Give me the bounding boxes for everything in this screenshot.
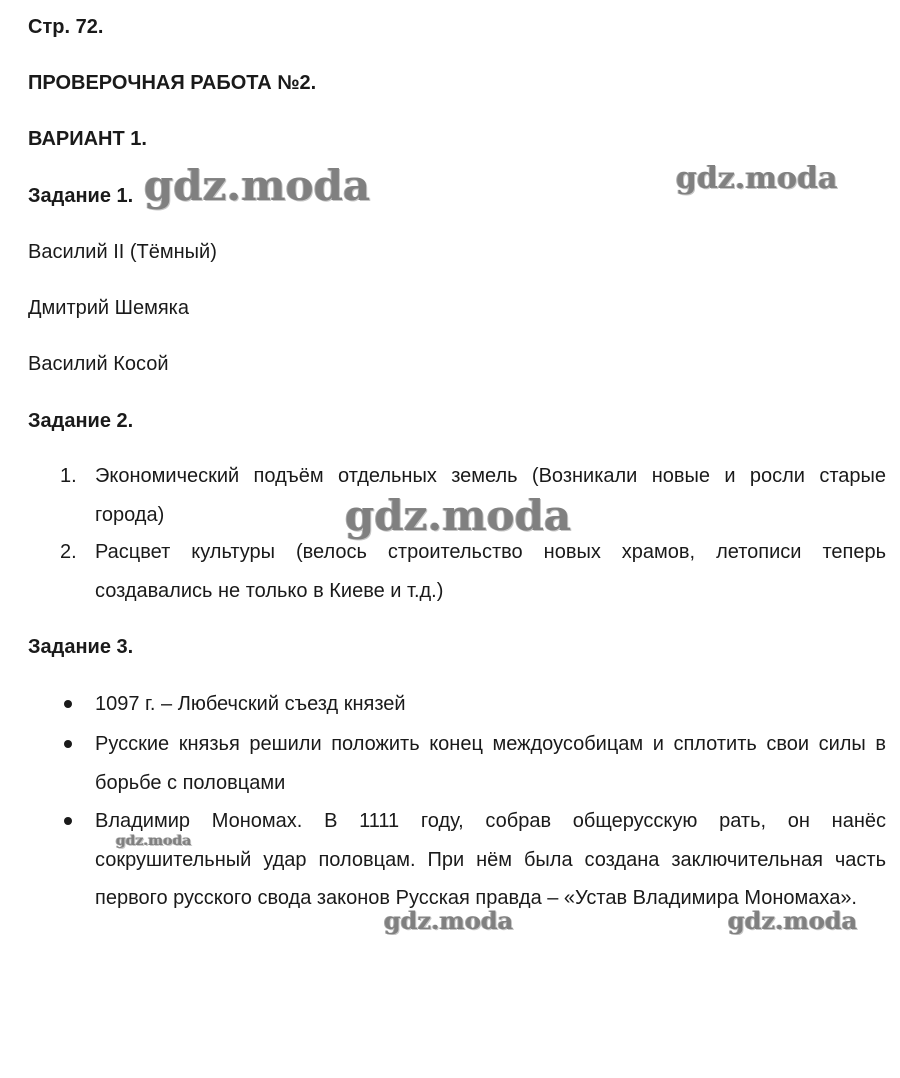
task1-answer: Дмитрий Шемяка <box>28 297 189 319</box>
task1-heading: Задание 1. <box>28 185 134 207</box>
work-title: ПРОВЕРОЧНАЯ РАБОТА №2. <box>28 72 317 94</box>
task3-heading: Задание 3. <box>28 636 134 658</box>
task3-list-item <box>60 685 886 724</box>
task2-list-item <box>60 457 886 534</box>
watermark: gdz.moda <box>116 833 192 849</box>
list-item-text: Расцвет культуры (велось строительство новых храмов, летописи теперь создавались не только в Киеве и т.д.) <box>95 541 886 602</box>
list-number: 2. <box>60 541 77 563</box>
list-item-text: Экономический подъём отдельных земель (Возникали новые и росли старые города) <box>95 465 886 526</box>
list-item-text: Владимир Мономах. В 1111 году, собрав общерусскую рать, он нанёс сокрушительный удар половцам. При нём была создана заключительная часть первого русского свода законов Русская правда – «Устав Владимира Мономаха». <box>95 810 886 909</box>
list-item-text: 1097 г. – Любечский съезд князей <box>95 693 406 715</box>
task2-heading: Задание 2. <box>28 410 134 432</box>
bullet-icon <box>64 700 72 708</box>
watermark: gdz.moda <box>345 491 572 540</box>
watermark: gdz.moda <box>384 906 514 935</box>
bullet-icon <box>64 740 72 748</box>
watermark: gdz.moda <box>144 161 371 210</box>
list-number: 1. <box>60 465 77 487</box>
variant-label: ВАРИАНТ 1. <box>28 128 147 150</box>
list-item-text: Русские князья решили положить конец междоусобицам и сплотить свои силы в борьбе с половцами <box>95 733 886 794</box>
task3-list-item <box>60 725 886 802</box>
watermark: gdz.moda <box>728 906 858 935</box>
task1-answer: Василий II (Тёмный) <box>28 241 217 263</box>
task2-list-item <box>60 533 886 610</box>
task3-list-item <box>60 802 886 918</box>
watermark: gdz.moda <box>676 161 838 196</box>
bullet-icon <box>64 817 72 825</box>
page-number: Стр. 72. <box>28 16 104 38</box>
task1-answer: Василий Косой <box>28 353 169 375</box>
